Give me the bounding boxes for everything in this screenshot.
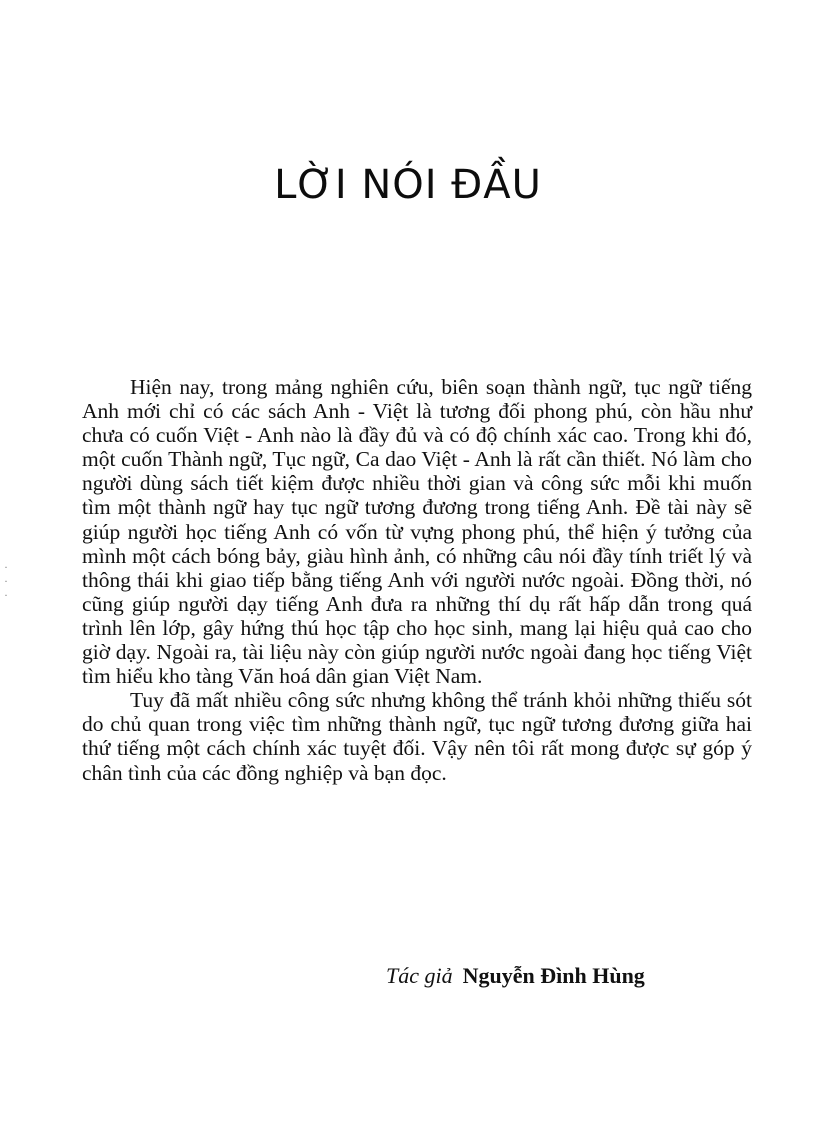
- paragraph-2: Tuy đã mất nhiều công sức nhưng không thể tránh khỏi những thiếu sót do chủ quan trong việc tìm những thành ngữ, tục ngữ tương đương giữa hai thứ tiếng một cách chính xác tuyệt đối. Vậy nên tôi rất mong được sự góp ý chân tình của các đồng nghiệp và bạn đọc.: [82, 688, 752, 785]
- signature-label: Tác giả: [386, 963, 453, 988]
- author-name: Nguyễn Đình Hùng: [462, 963, 645, 988]
- preface-body: [82, 375, 752, 785]
- page-title: LỜI NÓI ĐẦU: [274, 162, 542, 208]
- scan-artifact-dots: · · ·: [4, 560, 8, 602]
- author-signature: [386, 963, 645, 989]
- paragraph-1: Hiện nay, trong mảng nghiên cứu, biên soạn thành ngữ, tục ngữ tiếng Anh mới chỉ có các sách Anh - Việt là tương đối phong phú, còn hầu như chưa có cuốn Việt - Anh nào là đầy đủ và có độ chính xác cao. Trong khi đó, một cuốn Thành ngữ, Tục ngữ, Ca dao Việt - Anh là rất cần thiết. Nó làm cho người dùng sách tiết kiệm được nhiều thời gian và công sức mỗi khi muốn tìm một thành ngữ hay tục ngữ tương đương trong tiếng Anh. Đề tài này sẽ giúp người học tiếng Anh có vốn từ vựng phong phú, thể hiện ý tưởng của mình một cách bóng bảy, giàu hình ảnh, có những câu nói đầy tính triết lý và thông thái khi giao tiếp bằng tiếng Anh với người nước ngoài. Đồng thời, nó cũng giúp người dạy tiếng Anh đưa ra những thí dụ rất hấp dẫn trong quá trình lên lớp, gây hứng thú học tập cho học sinh, mang lại hiệu quả cao cho giờ dạy. Ngoài ra, tài liệu này còn giúp người nước ngoài đang học tiếng Việt tìm hiểu kho tàng Văn hoá dân gian Việt Nam.: [82, 375, 752, 689]
